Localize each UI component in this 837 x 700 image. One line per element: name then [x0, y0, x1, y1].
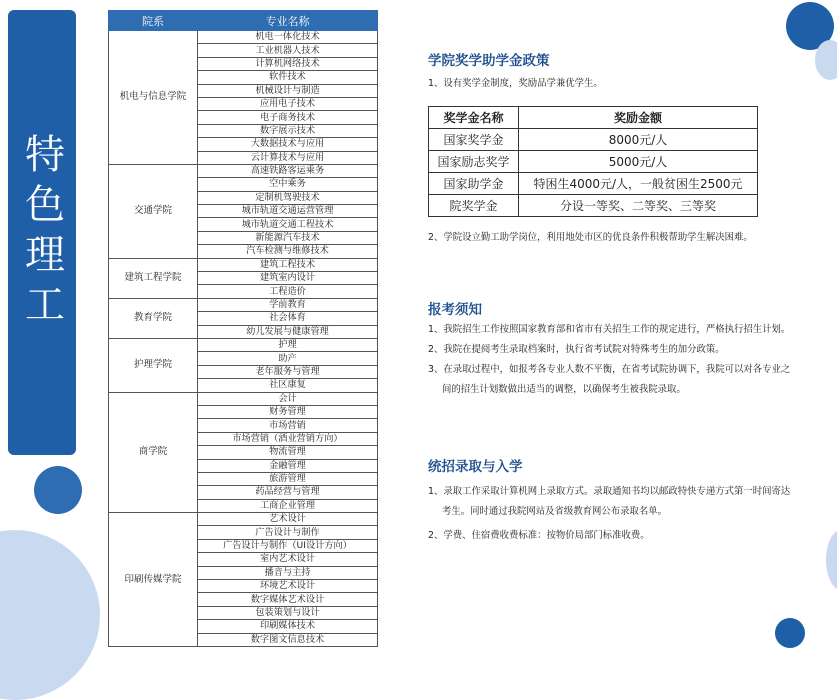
scholarship-table-header — [429, 107, 758, 129]
major-name: 工业机器人技术 — [198, 44, 378, 57]
scholarship-amount: 8000元/人 — [519, 129, 758, 151]
scholarship-amount: 5000元/人 — [519, 151, 758, 173]
scholarship-name: 国家助学金 — [429, 173, 519, 195]
banner-title: 特色理工 — [18, 132, 65, 333]
major-name: 助产 — [198, 352, 378, 365]
table-row — [109, 258, 378, 271]
table-row — [429, 151, 758, 173]
enrollment-title: 统招录取与入学 — [428, 459, 523, 475]
college-name: 机电与信息学院 — [109, 31, 198, 165]
scholarship-name: 国家励志奖学 — [429, 151, 519, 173]
major-name: 学前教育 — [198, 298, 378, 311]
college-name: 商学院 — [109, 392, 198, 513]
list-item: 2、我院在提阅考生录取档案时，执行省考试院对特殊考生的加分政策。 — [428, 344, 725, 355]
scholarship-name: 国家奖学金 — [429, 129, 519, 151]
table-row — [429, 195, 758, 217]
scholarship-name: 院奖学金 — [429, 195, 519, 217]
major-name: 金融管理 — [198, 459, 378, 472]
major-name: 电子商务技术 — [198, 111, 378, 124]
scholarship-title: 学院奖学助学金政策 — [428, 53, 550, 69]
major-name: 数字图文信息技术 — [198, 633, 378, 646]
major-name: 城市轨道交通运营管理 — [198, 205, 378, 218]
major-name: 城市轨道交通工程技术 — [198, 218, 378, 231]
major-name: 计算机网络技术 — [198, 57, 378, 70]
header-amount: 奖励金额 — [519, 107, 758, 129]
decor-circle-bottom-right — [775, 618, 805, 648]
scholarship-note: 2、学院设立勤工助学岗位，利用地处市区的优良条件积极帮助学生解决困难。 — [428, 232, 753, 243]
major-name: 市场营销 — [198, 419, 378, 432]
major-name: 印刷媒体技术 — [198, 620, 378, 633]
college-name: 交通学院 — [109, 164, 198, 258]
major-name: 汽车检测与维修技术 — [198, 245, 378, 258]
major-name: 新能源汽车技术 — [198, 231, 378, 244]
table-row — [109, 338, 378, 351]
major-name: 应用电子技术 — [198, 97, 378, 110]
major-name: 广告设计与制作（UI设计方向） — [198, 539, 378, 552]
table-row — [109, 298, 378, 311]
college-name: 建筑工程学院 — [109, 258, 198, 298]
major-name: 数字展示技术 — [198, 124, 378, 137]
major-name: 物流管理 — [198, 446, 378, 459]
major-name: 社区康复 — [198, 379, 378, 392]
major-name: 护理 — [198, 338, 378, 351]
major-name: 数字媒体艺术设计 — [198, 593, 378, 606]
decor-circle-right-light — [826, 530, 837, 590]
list-item: 2、学费、住宿费收费标准：按物价局部门标准收费。 — [428, 530, 650, 541]
major-name: 广告设计与制作 — [198, 526, 378, 539]
scholarship-table — [428, 106, 758, 217]
header-college: 院系 — [109, 11, 198, 31]
list-item: 1、我院招生工作按照国家教育部和省市有关招生工作的规定进行，严格执行招生计划。 — [428, 324, 791, 335]
major-name: 市场营销（酒业营销方向） — [198, 432, 378, 445]
major-name: 软件技术 — [198, 71, 378, 84]
college-name: 印刷传媒学院 — [109, 513, 198, 647]
major-name: 旅游管理 — [198, 472, 378, 485]
scholarship-amount: 特困生4000元/人，一般贫困生2500元 — [519, 173, 758, 195]
major-name: 播音与主持 — [198, 566, 378, 579]
major-name: 工商企业管理 — [198, 499, 378, 512]
table-row — [109, 31, 378, 44]
enrollment-list — [428, 482, 823, 546]
major-name: 财务管理 — [198, 405, 378, 418]
majors-table-header — [109, 11, 378, 31]
major-name: 社会体育 — [198, 312, 378, 325]
table-row — [109, 392, 378, 405]
table-row — [109, 513, 378, 526]
major-name: 建筑工程技术 — [198, 258, 378, 271]
major-name: 建筑室内设计 — [198, 272, 378, 285]
scholarship-amount: 分设一等奖、二等奖、三等奖 — [519, 195, 758, 217]
major-name: 高速铁路客运乘务 — [198, 164, 378, 177]
major-name: 包装策划与设计 — [198, 606, 378, 619]
major-name: 艺术设计 — [198, 513, 378, 526]
admission-notice-title: 报考须知 — [428, 302, 482, 318]
majors-table — [108, 10, 378, 647]
admission-notice-list — [428, 320, 823, 400]
list-item: 1、录取工作采取计算机网上录取方式。录取通知书均以邮政特快专递方式第一时间寄达 — [428, 486, 791, 497]
major-name: 机械设计与制造 — [198, 84, 378, 97]
major-name: 大数据技术与应用 — [198, 138, 378, 151]
major-name: 环境艺术设计 — [198, 580, 378, 593]
table-row — [429, 129, 758, 151]
decor-circle-left — [34, 466, 82, 514]
major-name: 会计 — [198, 392, 378, 405]
college-name: 护理学院 — [109, 338, 198, 392]
scholarship-intro: 1、设有奖学金制度，奖励品学兼优学生。 — [428, 78, 603, 89]
list-item: 3、在录取过程中，如报考各专业人数不平衡，在省考试院协调下，我院可以对各专业之 — [428, 364, 791, 375]
major-name: 机电一体化技术 — [198, 31, 378, 44]
table-row — [429, 173, 758, 195]
table-row — [109, 164, 378, 177]
major-name: 幼儿发展与健康管理 — [198, 325, 378, 338]
list-item: 间的招生计划数做出适当的调整，以确保考生被我院录取。 — [442, 384, 686, 395]
list-item: 考生。同时通过我院网站及省级教育网公布录取名单。 — [442, 506, 668, 517]
major-name: 老年服务与管理 — [198, 365, 378, 378]
major-name: 工程造价 — [198, 285, 378, 298]
side-banner — [8, 10, 76, 455]
header-major: 专业名称 — [198, 11, 378, 31]
major-name: 药品经营与管理 — [198, 486, 378, 499]
decor-circle-bottom-left-light — [0, 530, 100, 700]
major-name: 空中乘务 — [198, 178, 378, 191]
major-name: 定制机驾驶技术 — [198, 191, 378, 204]
college-name: 教育学院 — [109, 298, 198, 338]
majors-table-body — [109, 31, 378, 647]
major-name: 室内艺术设计 — [198, 553, 378, 566]
header-scholarship-name: 奖学金名称 — [429, 107, 519, 129]
major-name: 云计算技术与应用 — [198, 151, 378, 164]
